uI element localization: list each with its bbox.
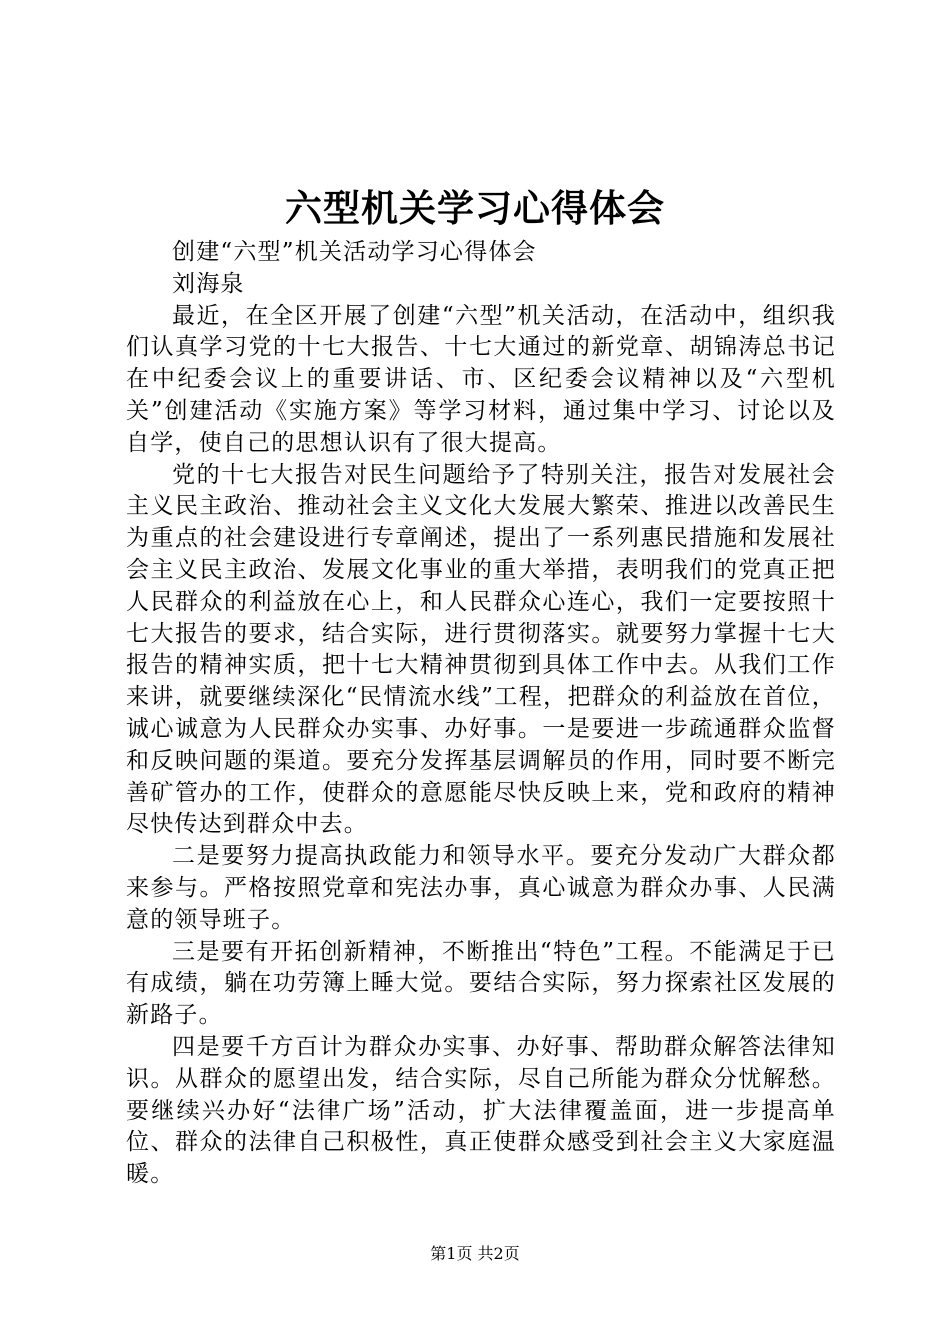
- paragraph-2: 党的十七大报告对民生问题给予了特别关注，报告对发展社会主义民主政治、推动社会主义文化大发展大繁荣、推进以改善民生为重点的社会建设进行专章阐述，提出了一系列惠民措施和发展社会主义民主政治、发展文化事业的重大举措，表明我们的党真正把人民群众的利益放在心上，和人民群众心连心，我们一定要按照十七大报告的要求，结合实际，进行贯彻落实。就要努力掌握十七大报告的精神实质，把十七大精神贯彻到具体工作中去。从我们工作来讲，就要继续深化“民情流水线”工程，把群众的利益放在首位，诚心诚意为人民群众办实事、办好事。一是要进一步疏通群众监督和反映问题的渠道。要充分发挥基层调解员的作用，同时要不断完善矿管办的工作，使群众的意愿能尽快反映上来，党和政府的精神尽快传达到群众中去。: [126, 461, 836, 838]
- page-footer: 第1页 共2页: [430, 1244, 520, 1263]
- paragraph-5: 四是要千方百计为群众办实事、办好事、帮助群众解答法律知识。从群众的愿望出发，结合实际，尽自己所能为群众分忧解愁。要继续兴办好“法律广场”活动，扩大法律覆盖面，进一步提高单位、群众的法律自己积极性，真正使群众感受到社会主义大家庭温暖。: [126, 1033, 836, 1188]
- author-line: 刘海泉: [172, 270, 245, 297]
- subtitle-line: 创建“六型”机关活动学习心得体会: [172, 239, 537, 265]
- document-title: 六型机关学习心得体会: [285, 186, 665, 230]
- document-body: [126, 237, 836, 1191]
- paragraph-1: 最近，在全区开展了创建“六型”机关活动，在活动中，组织我们认真学习党的十七大报告、十七大通过的新党章、胡锦涛总书记在中纪委会议上的重要讲话、市、区纪委会议精神以及“六型机关”创建活动《实施方案》等学习材料，通过集中学习、讨论以及自学，使自己的思想认识有了很大提高。: [126, 302, 836, 456]
- paragraph-3: 二是要努力提高执政能力和领导水平。要充分发动广大群众都来参与。严格按照党章和宪法办事，真心诚意为群众办事、人民满意的领导班子。: [126, 843, 836, 933]
- paragraph-4: 三是要有开拓创新精神，不断推出“特色”工程。不能满足于已有成绩，躺在功劳簿上睡大觉。要结合实际，努力探索社区发展的新路子。: [126, 938, 836, 1029]
